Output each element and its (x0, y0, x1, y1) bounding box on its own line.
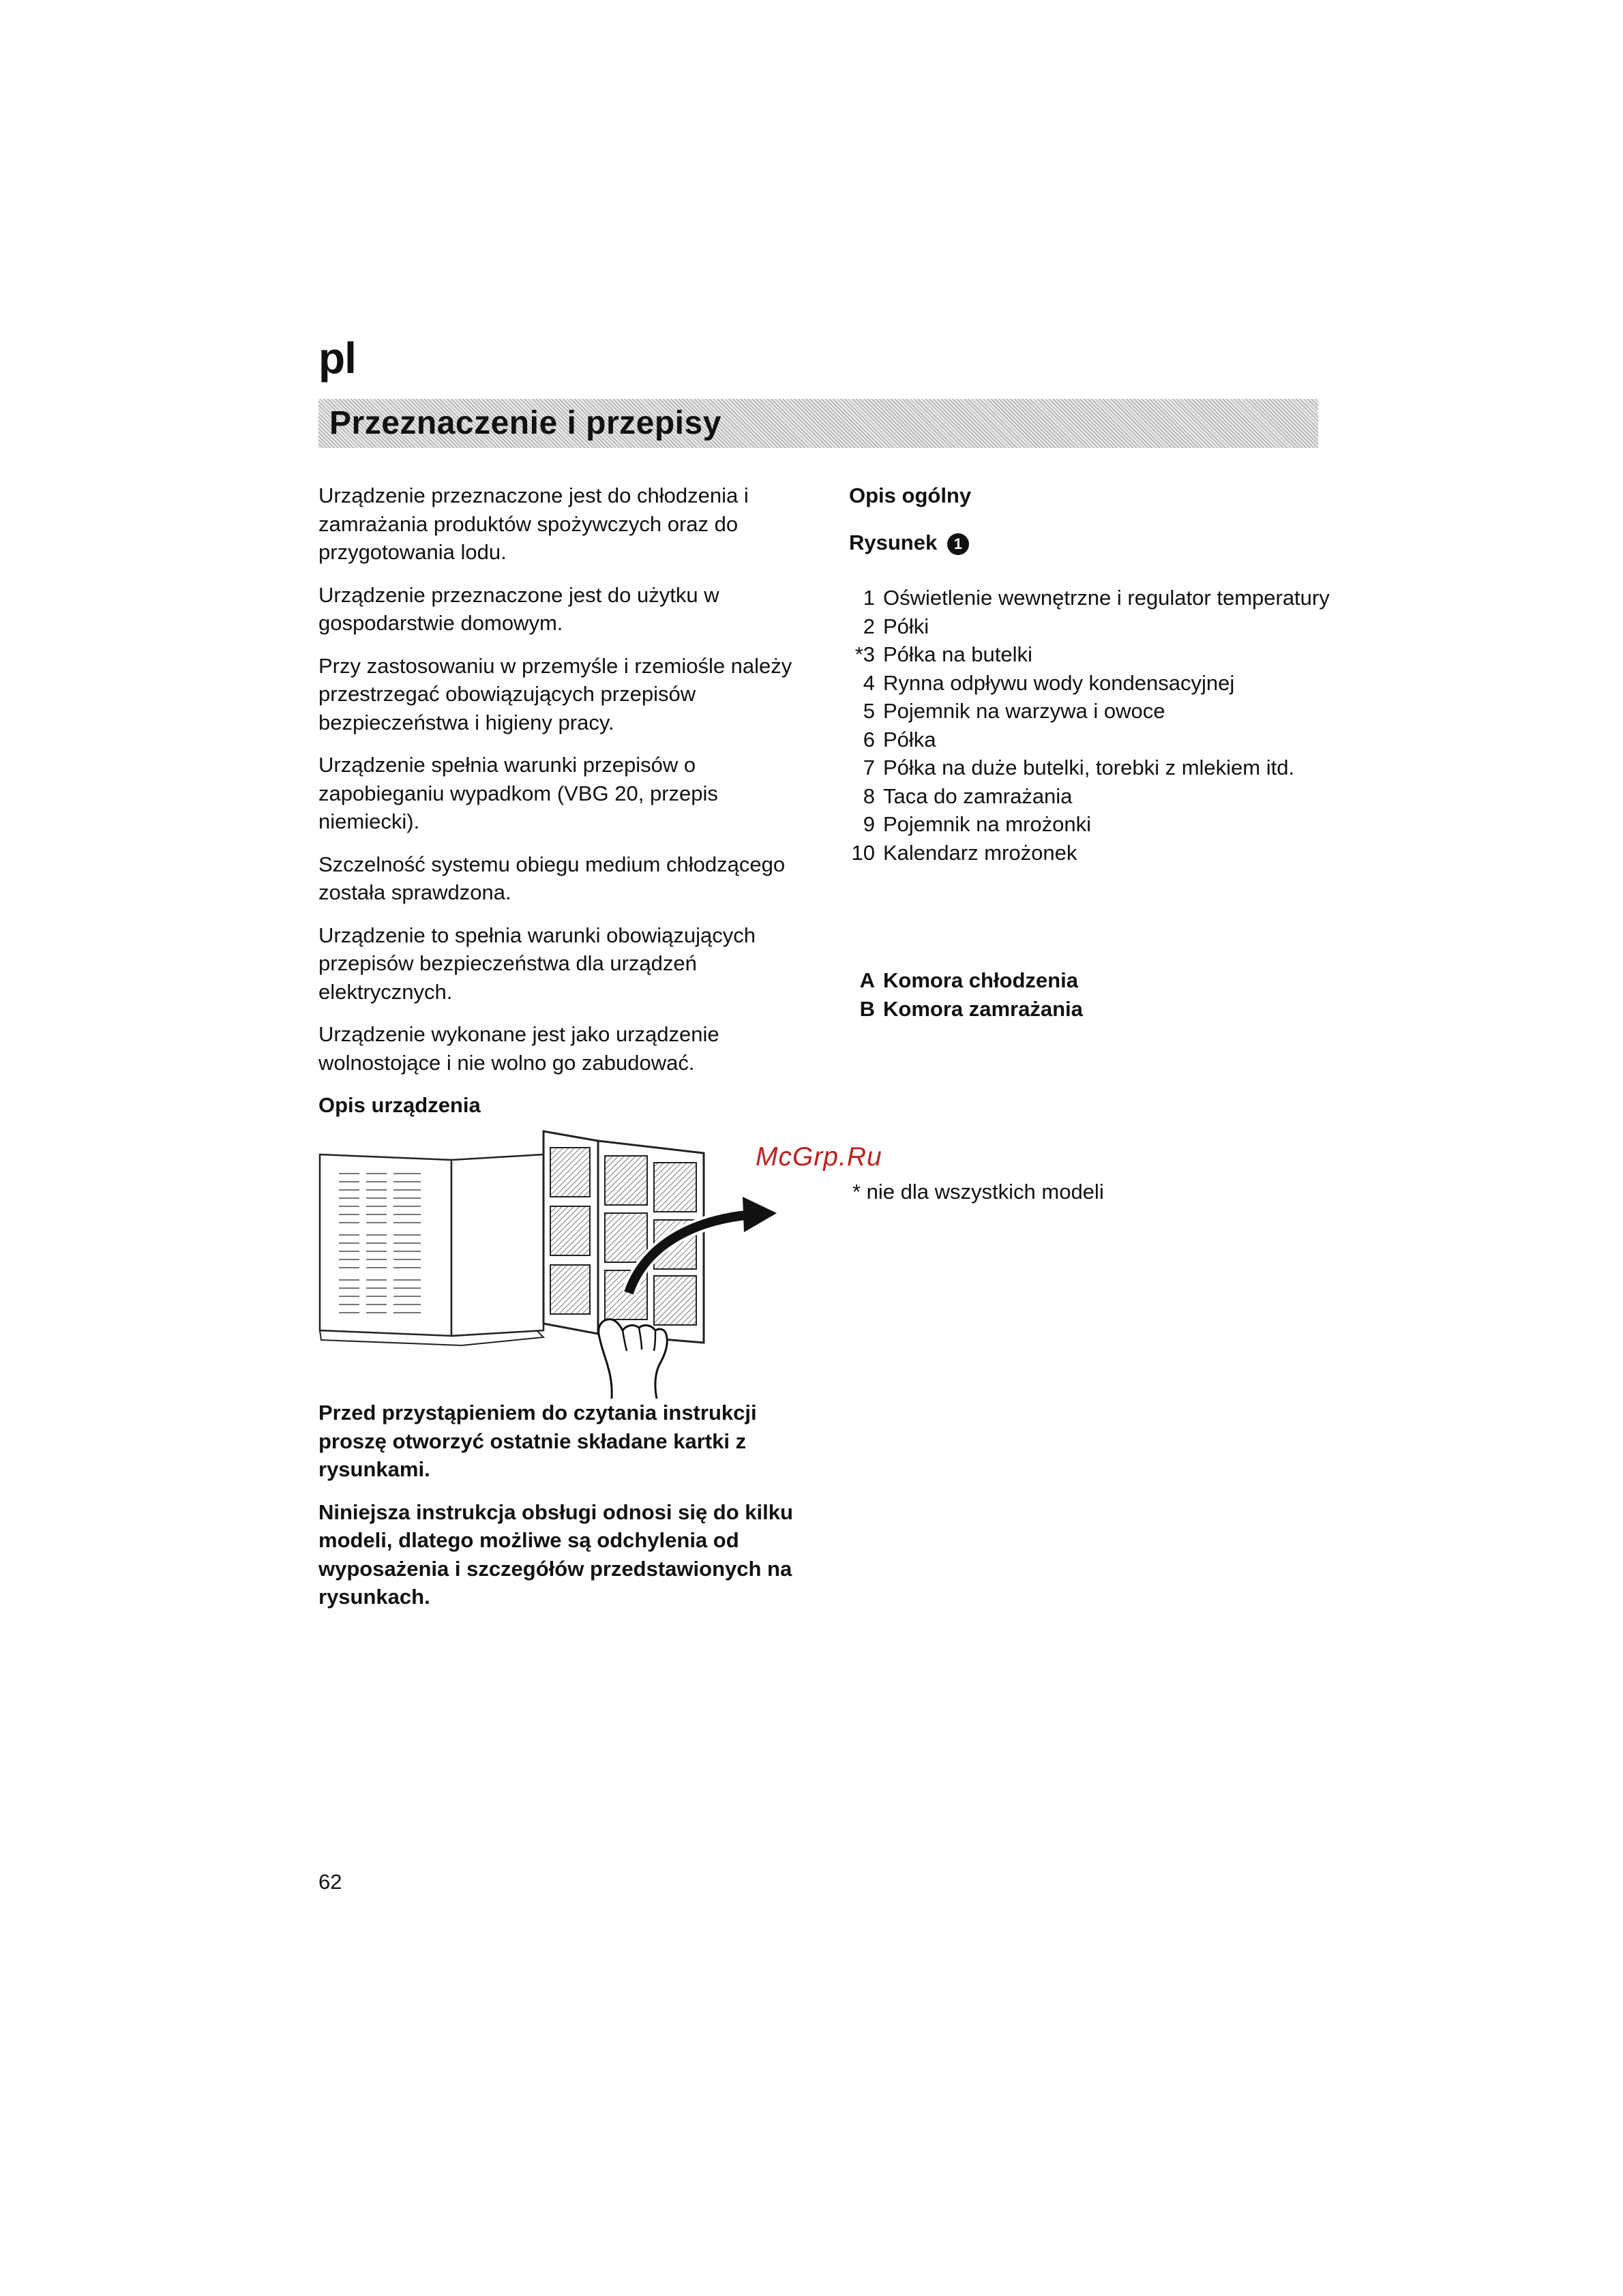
booklet-illustration (318, 1126, 782, 1399)
compartments-list (849, 966, 1340, 1023)
list-item: 7 Półka na duże butelki, torebki z mlekiem itd. (863, 756, 1295, 779)
list-item: 8 Taca do zamrażania (863, 784, 1073, 808)
paragraph: Urządzenie wykonane jest jako urządzenie wolnostojące i nie wolno go zabudować. (318, 1022, 719, 1075)
language-code: pl (318, 333, 356, 383)
device-heading: Opis urządzenia (318, 1093, 481, 1117)
footnote: * nie dla wszystkich modeli (852, 1180, 1104, 1204)
figure-reference (849, 528, 1340, 556)
paragraph: Szczelność systemu obiegu medium chłodzącego została sprawdzona. (318, 852, 786, 904)
list-item: 2 Półki (863, 614, 929, 638)
left-column (318, 481, 809, 1626)
watermark: McGrp.Ru (756, 1142, 882, 1172)
paragraph: Urządzenie to spełnia warunki obowiązujących przepisów bezpieczeństwa dla urządzeń elektrycznych. (318, 923, 756, 1004)
bold-note: Przed przystąpieniem do czytania instrukcji proszę otworzyć ostatnie składane kartki z rysunkami. (318, 1401, 757, 1481)
list-item: 9 Pojemnik na mrożonki (863, 812, 1091, 836)
page-number: 62 (318, 1870, 342, 1894)
list-item: 1 Oświetlenie wewnętrzne i regulator temperatury (863, 586, 1330, 610)
compartment-item: B Komora zamrażania (859, 996, 1083, 1021)
list-item: 4 Rynna odpływu wody kondensacyjnej (863, 670, 1235, 695)
general-heading: Opis ogólny (849, 483, 972, 507)
figure-label: Rysunek (849, 531, 938, 554)
paragraph: Urządzenie przeznaczone jest do chłodzenia i zamrażania produktów spożywczych oraz do przygotowania lodu. (318, 483, 749, 564)
list-item: 5 Pojemnik na warzywa i owoce (863, 699, 1165, 723)
list-item: 6 Półka (863, 727, 936, 751)
section-title: Przeznaczenie i przepisy (329, 405, 721, 441)
paragraph: Przy zastosowaniu w przemyśle i rzemiośle należy przestrzegać obowiązujących przepisów bezpieczeństwa i higieny pracy. (318, 653, 792, 734)
compartment-item: A Komora chłodzenia (859, 968, 1078, 992)
right-column (849, 481, 1340, 1023)
figure-number-badge: 1 (947, 533, 969, 555)
list-item: *3 Półka na butelki (854, 642, 1032, 666)
list-item: 10 Kalendarz mrożonek (851, 840, 1077, 865)
bold-note: Niniejsza instrukcja obsługi odnosi się do kilku modeli, dlatego możliwe są odchylenia od wyposażenia i szczegółów przedstawionych na rysunkach. (318, 1500, 793, 1609)
parts-list (849, 584, 1340, 867)
section-title-bar (318, 399, 1318, 448)
paragraph: Urządzenie spełnia warunki przepisów o zapobieganiu wypadkom (VBG 20, przepis niemiecki). (318, 753, 718, 833)
paragraph: Urządzenie przeznaczone jest do użytku w gospodarstwie domowym. (318, 582, 719, 635)
